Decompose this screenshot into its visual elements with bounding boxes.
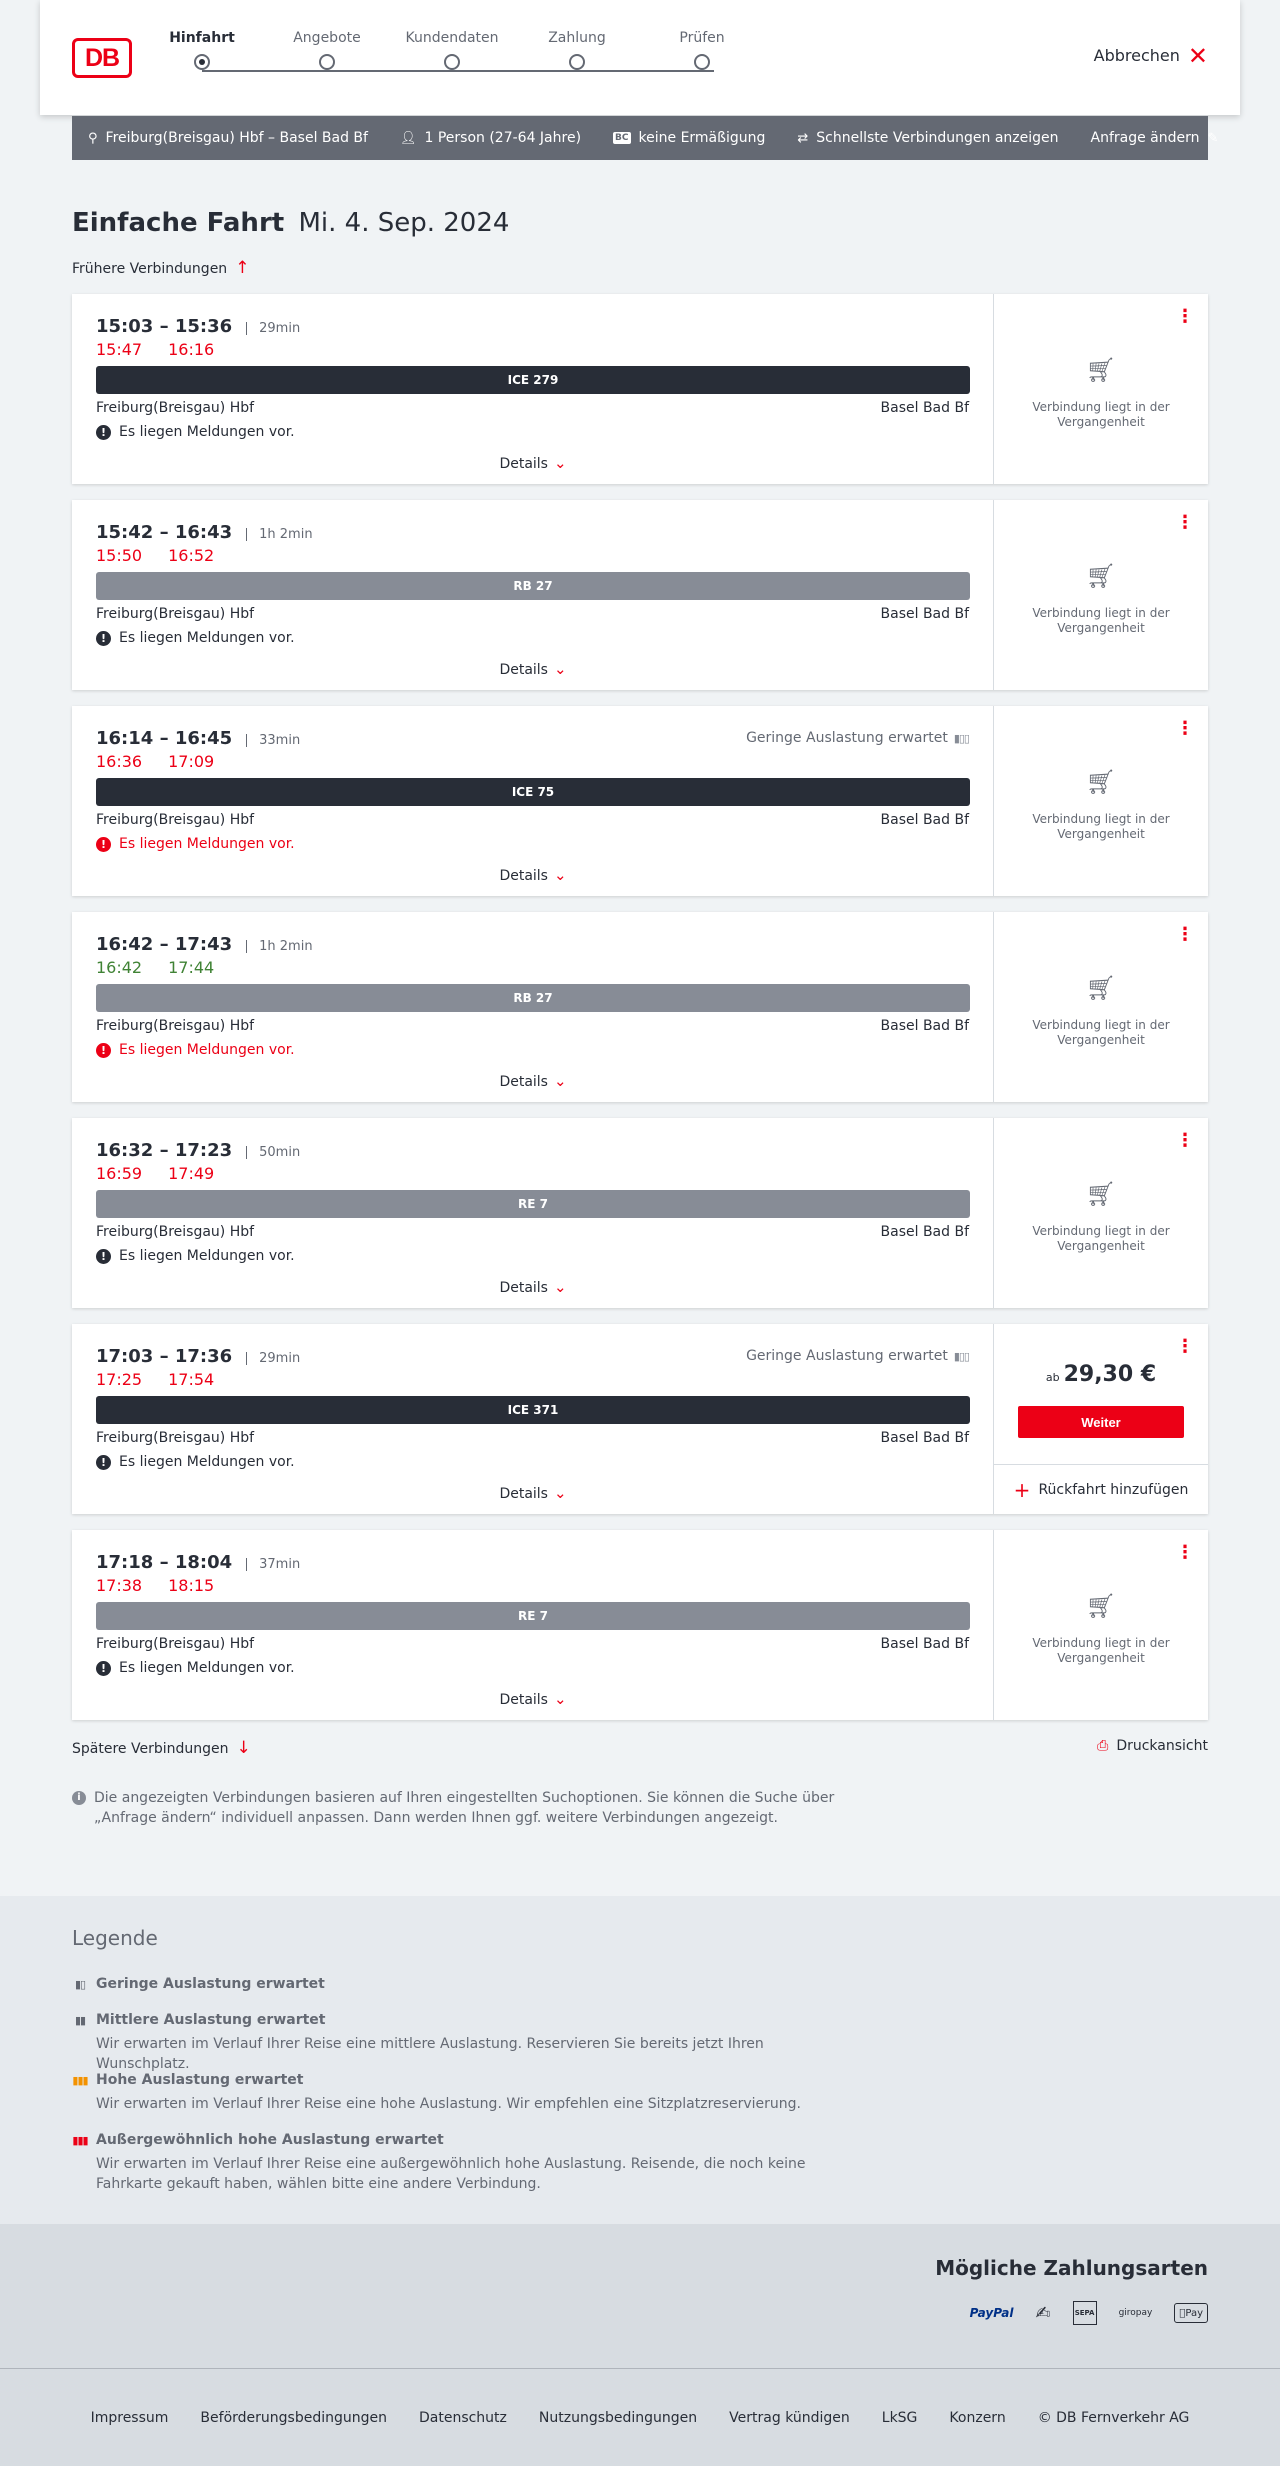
chevron-down-icon: ⌄	[553, 1072, 567, 1090]
departure-station: Freiburg(Breisgau) Hbf	[96, 812, 255, 828]
past-connection-text: Verbindung liegt in der Vergangenheit	[1032, 1224, 1170, 1253]
connection-offer	[994, 1324, 1208, 1514]
notice-text: Es liegen Meldungen vor.	[119, 836, 295, 852]
footer-link-impressum[interactable]: Impressum	[90, 2409, 169, 2426]
alert-icon: !	[96, 837, 111, 852]
legend-item	[72, 2012, 852, 2074]
connection-main	[72, 294, 994, 484]
realtime-arrival: 18:15	[168, 1576, 215, 1595]
notice	[96, 1042, 295, 1058]
step-dot	[694, 54, 710, 70]
footer	[0, 2368, 1280, 2466]
realtime-arrival: 17:44	[168, 958, 215, 977]
payment-title: Mögliche Zahlungsarten	[935, 2256, 1208, 2280]
details-label: Details	[499, 868, 548, 884]
train-bar[interactable]: ICE 75	[96, 778, 970, 806]
legend-item-title: Hohe Auslastung erwartet	[96, 2072, 304, 2088]
duration: 37min	[246, 1558, 300, 1571]
price	[994, 1362, 1208, 1387]
notice-text: Es liegen Meldungen vor.	[119, 1454, 295, 1470]
cancel-label: Abbrechen	[1093, 46, 1180, 65]
arrival-station: Basel Bad Bf	[880, 400, 969, 416]
details-label: Details	[499, 1074, 548, 1090]
legend-item	[72, 1976, 852, 1992]
time-range: 17:03 – 17:36	[96, 1346, 233, 1367]
alert-icon: !	[96, 425, 111, 440]
notice	[96, 1454, 295, 1470]
connection-times	[96, 522, 313, 543]
occupancy-indicator	[746, 1348, 969, 1364]
connection-main	[72, 1530, 994, 1720]
details-toggle[interactable]	[72, 454, 994, 472]
legend-item-title: Außergewöhnlich hohe Auslastung erwartet	[96, 2132, 444, 2148]
passenger-text: 1 Person (27-64 Jahre)	[424, 130, 582, 146]
step-kundendaten	[402, 30, 502, 70]
duration: 29min	[246, 1352, 300, 1365]
later-connections-link[interactable]	[72, 1738, 251, 1758]
print-view-link[interactable]	[1097, 1738, 1208, 1754]
info-note	[72, 1788, 852, 1828]
alert-icon: !	[96, 1455, 111, 1470]
cart-unavailable-icon: 🛒︎	[1085, 1180, 1117, 1208]
departure-station: Freiburg(Breisgau) Hbf	[96, 606, 255, 622]
realtime-departure: 15:50	[96, 546, 143, 565]
duration: 1h 2min	[246, 940, 312, 953]
more-options-icon[interactable]: ⋮	[1176, 512, 1194, 533]
step-angebote	[277, 30, 377, 70]
occupancy-high-icon: ▮▮▮	[72, 2073, 88, 2087]
connection-times	[96, 728, 300, 749]
details-label: Details	[499, 1486, 548, 1502]
details-label: Details	[499, 1280, 548, 1296]
info-text: Die angezeigten Verbindungen basieren auf Ihren eingestellten Suchoptionen. Sie können die Suche über „Anfrage ändern“ individuell anpassen. Dann werden Ihnen ggf. weitere Verbindungen angezeigt.	[94, 1790, 835, 1826]
progress-stepper	[169, 30, 738, 90]
discount-text: keine Ermäßigung	[638, 130, 766, 146]
connection-offer	[994, 294, 1208, 484]
connection-card	[72, 294, 1208, 484]
arrival-station: Basel Bad Bf	[880, 1224, 969, 1240]
apple-pay-icon	[1174, 2303, 1208, 2323]
change-request-label: Anfrage ändern	[1090, 130, 1200, 146]
paypal-icon: PayPal	[969, 2306, 1014, 2320]
past-connection-text: Verbindung liegt in der Vergangenheit	[1032, 1636, 1170, 1665]
connection-offer	[994, 1530, 1208, 1720]
more-options-icon[interactable]: ⋮	[1176, 1542, 1194, 1563]
pencil-icon: ✎	[1207, 130, 1219, 146]
more-options-icon[interactable]: ⋮	[1176, 1130, 1194, 1151]
details-toggle[interactable]	[72, 660, 994, 678]
realtime	[96, 958, 240, 977]
stepper-line	[202, 70, 714, 72]
print-label: Druckansicht	[1116, 1738, 1208, 1754]
step-label: Kundendaten	[405, 30, 499, 46]
chevron-down-icon: ⌄	[553, 1484, 567, 1502]
cart-unavailable-icon: 🛒︎	[1085, 356, 1117, 384]
chevron-down-icon: ⌄	[553, 660, 567, 678]
apple-pay-label: Pay	[1185, 2307, 1203, 2319]
alert-icon: !	[96, 1043, 111, 1058]
printer-icon: ⎙	[1097, 1738, 1109, 1754]
realtime	[96, 546, 240, 565]
step-hinfahrt	[152, 30, 252, 70]
train-bar[interactable]: RE 7	[96, 1602, 970, 1630]
cart-unavailable-icon: 🛒︎	[1085, 562, 1117, 590]
train-bar[interactable]: ICE 279	[96, 366, 970, 394]
notice	[96, 630, 295, 646]
notice	[96, 1660, 295, 1676]
alert-icon: !	[96, 631, 111, 646]
notice-text: Es liegen Meldungen vor.	[119, 424, 295, 440]
occupancy-indicator	[746, 730, 969, 746]
details-toggle[interactable]	[72, 1690, 994, 1708]
legend-item-desc: Wir erwarten im Verlauf Ihrer Reise eine mittlere Auslastung. Reservieren Sie bereits jetzt Ihren Wunschplatz.	[96, 2036, 764, 2072]
chevron-down-icon: ⌄	[553, 866, 567, 884]
realtime	[96, 1576, 240, 1595]
alert-icon: !	[96, 1661, 111, 1676]
footer-link-nutzungsbedingungen[interactable]: Nutzungsbedingungen	[538, 2409, 698, 2426]
arrival-station: Basel Bad Bf	[880, 1430, 969, 1446]
time-range: 17:18 – 18:04	[96, 1552, 233, 1573]
legend-item-title: Mittlere Auslastung erwartet	[96, 2012, 326, 2028]
trip-date: Mi. 4. Sep. 2024	[298, 208, 510, 238]
occupancy-low-icon: ▮▯▯	[953, 731, 969, 745]
realtime	[96, 752, 240, 771]
connection-times	[96, 1552, 300, 1573]
notice-text: Es liegen Meldungen vor.	[119, 1042, 295, 1058]
chevron-down-icon: ⌄	[553, 454, 567, 472]
departure-station: Freiburg(Breisgau) Hbf	[96, 400, 255, 416]
duration: 29min	[246, 322, 300, 335]
time-range: 16:14 – 16:45	[96, 728, 233, 749]
connection-offer	[994, 706, 1208, 896]
departure-station: Freiburg(Breisgau) Hbf	[96, 1018, 255, 1034]
details-label: Details	[499, 1692, 548, 1708]
step-zahlung	[527, 30, 627, 70]
db-logo[interactable]: DB	[72, 38, 132, 78]
close-icon: ✕	[1187, 41, 1208, 70]
search-summary-bar	[72, 116, 1219, 160]
footer-link-konzern[interactable]: Konzern	[949, 2409, 1006, 2426]
footer-link-befoerderungsbedingungen[interactable]: Beförderungsbedingungen	[200, 2409, 387, 2426]
legend-item-title: Geringe Auslastung erwartet	[96, 1976, 325, 1992]
step-dot-active	[194, 54, 210, 70]
realtime-departure: 16:59	[96, 1164, 143, 1183]
swap-arrows-icon: ⇄	[797, 130, 809, 146]
departure-station: Freiburg(Breisgau) Hbf	[96, 1430, 255, 1446]
more-options-icon[interactable]: ⋮	[1176, 924, 1194, 945]
connection-times	[96, 1346, 300, 1367]
connection-offer	[994, 500, 1208, 690]
details-label: Details	[499, 662, 548, 678]
chevron-down-icon: ⌄	[553, 1690, 567, 1708]
past-connection-text: Verbindung liegt in der Vergangenheit	[1032, 812, 1170, 841]
discount-summary[interactable]	[613, 130, 765, 146]
realtime-arrival: 17:49	[168, 1164, 215, 1183]
connection-times	[96, 316, 300, 337]
occupancy-extreme-icon: ▮▮▮	[72, 2133, 88, 2147]
realtime-departure: 17:25	[96, 1370, 143, 1389]
past-connection-text: Verbindung liegt in der Vergangenheit	[1032, 606, 1170, 635]
continue-button[interactable]: Weiter	[1018, 1406, 1184, 1438]
connection-main	[72, 500, 994, 690]
header	[40, 0, 1240, 115]
arrival-station: Basel Bad Bf	[880, 606, 969, 622]
giropay-icon: giropay	[1118, 2308, 1153, 2318]
train-bar[interactable]: RB 27	[96, 984, 970, 1012]
realtime-arrival: 16:16	[168, 340, 215, 359]
footer-link-vertrag-kuendigen[interactable]: Vertrag kündigen	[729, 2409, 850, 2426]
route-text: Freiburg(Breisgau) Hbf – Basel Bad Bf	[105, 130, 368, 146]
realtime-departure: 17:38	[96, 1576, 143, 1595]
route-summary[interactable]	[88, 130, 368, 146]
realtime	[96, 1164, 240, 1183]
page-title	[72, 208, 509, 238]
cart-unavailable-icon: 🛒︎	[1085, 768, 1117, 796]
person-icon: 👤︎	[399, 130, 417, 146]
footer-copyright: © DB Fernverkehr AG	[1037, 2409, 1190, 2426]
past-connection-text: Verbindung liegt in der Vergangenheit	[1032, 1018, 1170, 1047]
legend-title: Legende	[72, 1926, 158, 1950]
occupancy-low-icon: ▮▯▯	[953, 1349, 969, 1363]
step-dot	[444, 54, 460, 70]
occupancy-low-icon: ▮▯	[74, 1977, 86, 1991]
realtime-arrival: 16:52	[168, 546, 215, 565]
earlier-connections-link[interactable]	[72, 258, 249, 278]
change-request-button[interactable]	[1091, 130, 1219, 146]
details-toggle[interactable]	[72, 866, 994, 884]
time-range: 15:42 – 16:43	[96, 522, 233, 543]
payment-icons	[970, 2298, 1208, 2328]
arrival-station: Basel Bad Bf	[880, 812, 969, 828]
passenger-summary[interactable]	[400, 130, 581, 146]
occupancy-text: Geringe Auslastung erwartet	[746, 1348, 948, 1364]
notice-text: Es liegen Meldungen vor.	[119, 1248, 295, 1264]
departure-station: Freiburg(Breisgau) Hbf	[96, 1224, 255, 1240]
notice-text: Es liegen Meldungen vor.	[119, 1660, 295, 1676]
duration: 1h 2min	[246, 528, 312, 541]
realtime-departure: 15:47	[96, 340, 143, 359]
earlier-label: Frühere Verbindungen	[72, 261, 228, 277]
step-pruefen	[652, 30, 752, 70]
connection-card	[72, 912, 1208, 1102]
later-label: Spätere Verbindungen	[72, 1741, 229, 1757]
occupancy-text: Geringe Auslastung erwartet	[746, 730, 948, 746]
connection-times	[96, 934, 313, 955]
arrow-down-icon: ↓	[236, 1738, 251, 1758]
time-range: 15:03 – 15:36	[96, 316, 233, 337]
more-options-icon[interactable]: ⋮	[1176, 1336, 1194, 1357]
legend-item	[72, 2072, 852, 2114]
details-toggle[interactable]	[72, 1072, 994, 1090]
credit-card-icon: ✍	[1035, 2302, 1051, 2324]
realtime	[96, 340, 240, 359]
more-options-icon[interactable]: ⋮	[1176, 718, 1194, 739]
trip-type: Einfache Fahrt	[72, 208, 285, 238]
step-dot	[319, 54, 335, 70]
price-prefix: ab	[1045, 1371, 1060, 1384]
duration: 50min	[246, 1146, 300, 1159]
legend-item-desc: Wir erwarten im Verlauf Ihrer Reise eine hohe Auslastung. Wir empfehlen eine Sitzplatzreservierung.	[96, 2096, 801, 2112]
notice	[96, 1248, 295, 1264]
train-bar[interactable]: RE 7	[96, 1190, 970, 1218]
fastest-connections-toggle[interactable]	[797, 130, 1058, 146]
alert-icon: !	[96, 1249, 111, 1264]
occupancy-medium-icon: ▮▮	[74, 2013, 86, 2027]
connection-times	[96, 1140, 300, 1161]
cart-unavailable-icon: 🛒︎	[1085, 1592, 1117, 1620]
sepa-icon: SEPA	[1073, 2301, 1097, 2325]
connection-card	[72, 1324, 1208, 1514]
step-label: Zahlung	[548, 30, 606, 46]
connection-offer	[994, 912, 1208, 1102]
notice	[96, 836, 295, 852]
details-toggle[interactable]	[72, 1484, 994, 1502]
connection-offer	[994, 1118, 1208, 1308]
connection-card	[72, 1118, 1208, 1308]
realtime-departure: 16:36	[96, 752, 143, 771]
time-range: 16:42 – 17:43	[96, 934, 233, 955]
realtime-arrival: 17:09	[168, 752, 215, 771]
cancel-button[interactable]	[1093, 41, 1208, 70]
arrival-station: Basel Bad Bf	[880, 1018, 969, 1034]
arrow-up-icon: ↑	[235, 258, 250, 278]
cart-unavailable-icon: 🛒︎	[1085, 974, 1117, 1002]
notice	[96, 424, 295, 440]
location-pin-icon: ⚲	[88, 130, 98, 146]
connection-card	[72, 500, 1208, 690]
step-label: Angebote	[293, 30, 361, 46]
past-connection-text: Verbindung liegt in der Vergangenheit	[1032, 400, 1170, 429]
connection-main	[72, 1324, 994, 1514]
step-dot	[569, 54, 585, 70]
realtime-arrival: 17:54	[168, 1370, 215, 1389]
add-return-label: Rückfahrt hinzufügen	[1038, 1481, 1189, 1498]
time-range: 16:32 – 17:23	[96, 1140, 233, 1161]
bahncard-icon: BC	[615, 133, 629, 143]
footer-link-datenschutz[interactable]: Datenschutz	[418, 2409, 507, 2426]
fastest-text: Schnellste Verbindungen anzeigen	[816, 130, 1059, 146]
add-return-trip-button[interactable]	[994, 1464, 1208, 1514]
step-label: Hinfahrt	[169, 30, 235, 46]
more-options-icon[interactable]: ⋮	[1176, 306, 1194, 327]
step-label: Prüfen	[679, 30, 725, 46]
chevron-down-icon: ⌄	[553, 1278, 567, 1296]
payment-methods	[0, 2224, 1280, 2368]
legend-item	[72, 2132, 852, 2194]
realtime-departure: 16:42	[96, 958, 143, 977]
connection-main	[72, 706, 994, 896]
connection-card	[72, 1530, 1208, 1720]
legend-item-desc: Wir erwarten im Verlauf Ihrer Reise eine außergewöhnlich hohe Auslastung. Reisende, die noch keine Fahrkarte gekauft haben, wählen bitte eine andere Verbindung.	[96, 2156, 806, 2192]
info-icon: i	[72, 1791, 86, 1805]
realtime	[96, 1370, 240, 1389]
footer-link-lksg[interactable]: LkSG	[881, 2409, 918, 2426]
arrival-station: Basel Bad Bf	[880, 1636, 969, 1652]
train-bar[interactable]: RB 27	[96, 572, 970, 600]
details-label: Details	[499, 456, 548, 472]
plus-icon: +	[1013, 1477, 1031, 1502]
connection-main	[72, 1118, 994, 1308]
duration: 33min	[246, 734, 300, 747]
legend-section	[0, 1896, 1280, 2224]
departure-station: Freiburg(Breisgau) Hbf	[96, 1636, 255, 1652]
price-value: 29,30 €	[1063, 1362, 1157, 1387]
train-bar[interactable]: ICE 371	[96, 1396, 970, 1424]
details-toggle[interactable]	[72, 1278, 994, 1296]
connection-main	[72, 912, 994, 1102]
connection-card	[72, 706, 1208, 896]
notice-text: Es liegen Meldungen vor.	[119, 630, 295, 646]
